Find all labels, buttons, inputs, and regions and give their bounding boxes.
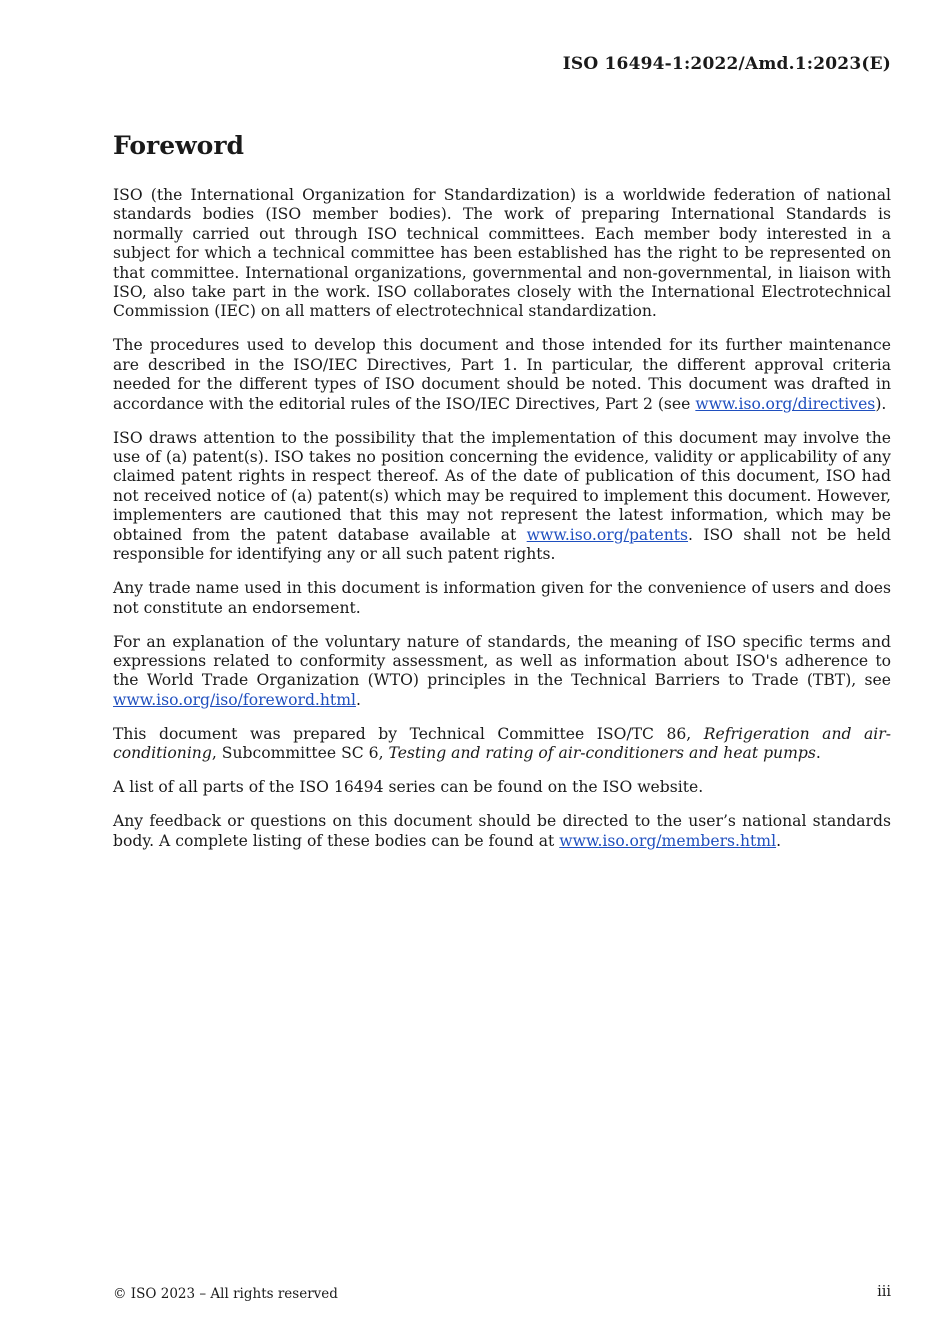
paragraph-voluntary-nature bbox=[113, 633, 891, 711]
paragraph-iso-intro: ISO (the International Organization for Standardization) is a worldwide federation of national standards bodies (ISO member bodies). The work of preparing International Standards is normally carried out through ISO technical committees. Each member body interested in a subject for which a technical committee has been established has the right to be represented on that committee. International organizations, governmental and non-governmental, in liaison with ISO, also take part in the work. ISO collaborates closely with the International Electrotechnical Commission (IEC) on all matters of electrotechnical standardization. bbox=[113, 186, 891, 321]
copyright-notice: © ISO 2023 – All rights reserved bbox=[113, 1286, 338, 1302]
paragraph-text: . bbox=[776, 831, 782, 850]
subcommittee-title: Testing and rating of air-conditioners and heat pumps bbox=[388, 744, 816, 763]
paragraph-committee bbox=[113, 725, 891, 764]
patents-link[interactable]: www.iso.org/patents bbox=[526, 525, 689, 544]
paragraph-text: Any feedback or questions on this document should be directed to the user’s national standards body. A complete listing of these bodies can be found at bbox=[113, 812, 891, 850]
paragraph-text: This document was prepared by Technical Committee ISO/TC 86, bbox=[113, 724, 704, 743]
paragraph-trade-name: Any trade name used in this document is information given for the convenience of users and does not constitute an endorsement. bbox=[113, 579, 891, 617]
directives-link[interactable]: www.iso.org/directives bbox=[695, 394, 876, 413]
paragraph-text: . bbox=[815, 744, 821, 763]
paragraph-text: , Subcommittee SC 6, bbox=[211, 744, 389, 763]
page-number: iii bbox=[877, 1284, 891, 1300]
paragraph-patents bbox=[113, 429, 891, 565]
document-identifier: ISO 16494-1:2022/Amd.1:2023(E) bbox=[562, 54, 891, 74]
paragraph-text: . ISO shall not be held responsible for identifying any or all such patent rights. bbox=[113, 525, 891, 564]
paragraph-series-list: A list of all parts of the ISO 16494 series can be found on the ISO website. bbox=[113, 778, 704, 797]
foreword-link[interactable]: www.iso.org/iso/foreword.html bbox=[113, 690, 356, 709]
paragraph-text: ). bbox=[875, 394, 887, 413]
paragraph-feedback bbox=[113, 812, 891, 851]
members-link[interactable]: www.iso.org/members.html bbox=[559, 831, 777, 850]
paragraph-text: . bbox=[355, 690, 361, 709]
paragraph-text: ISO draws attention to the possibility that the implementation of this document may involve the use of (a) patent(s). ISO takes no position concerning the evidence, validity or applicability of any claimed patent rights in respect thereof. As of the date of publication of this document, ISO had not received notice of (a) patent(s) which may be required to implement this document. However, implementers are cautioned that this may not represent the latest information, which may be obtained from the patent database available at bbox=[113, 428, 891, 544]
paragraph-text: The procedures used to develop this document and those intended for its further maintenance are described in the ISO/IEC Directives, Part 1. In particular, the different approval criteria needed for the different types of ISO document should be noted. This document was drafted in accordance with the editorial rules of the ISO/IEC Directives, Part 2 (see bbox=[113, 336, 891, 413]
committee-title: Refrigeration and air-conditioning bbox=[113, 724, 892, 763]
paragraph-procedures bbox=[113, 336, 891, 414]
section-title: Foreword bbox=[113, 131, 244, 160]
paragraph-text: For an explanation of the voluntary nature of standards, the meaning of ISO specific terms and expressions related to conformity assessment, as well as information about ISO's adherence to the World Trade Organization (WTO) principles in the Technical Barriers to Trade (TBT), see bbox=[113, 632, 891, 690]
foreword-body bbox=[113, 186, 891, 866]
